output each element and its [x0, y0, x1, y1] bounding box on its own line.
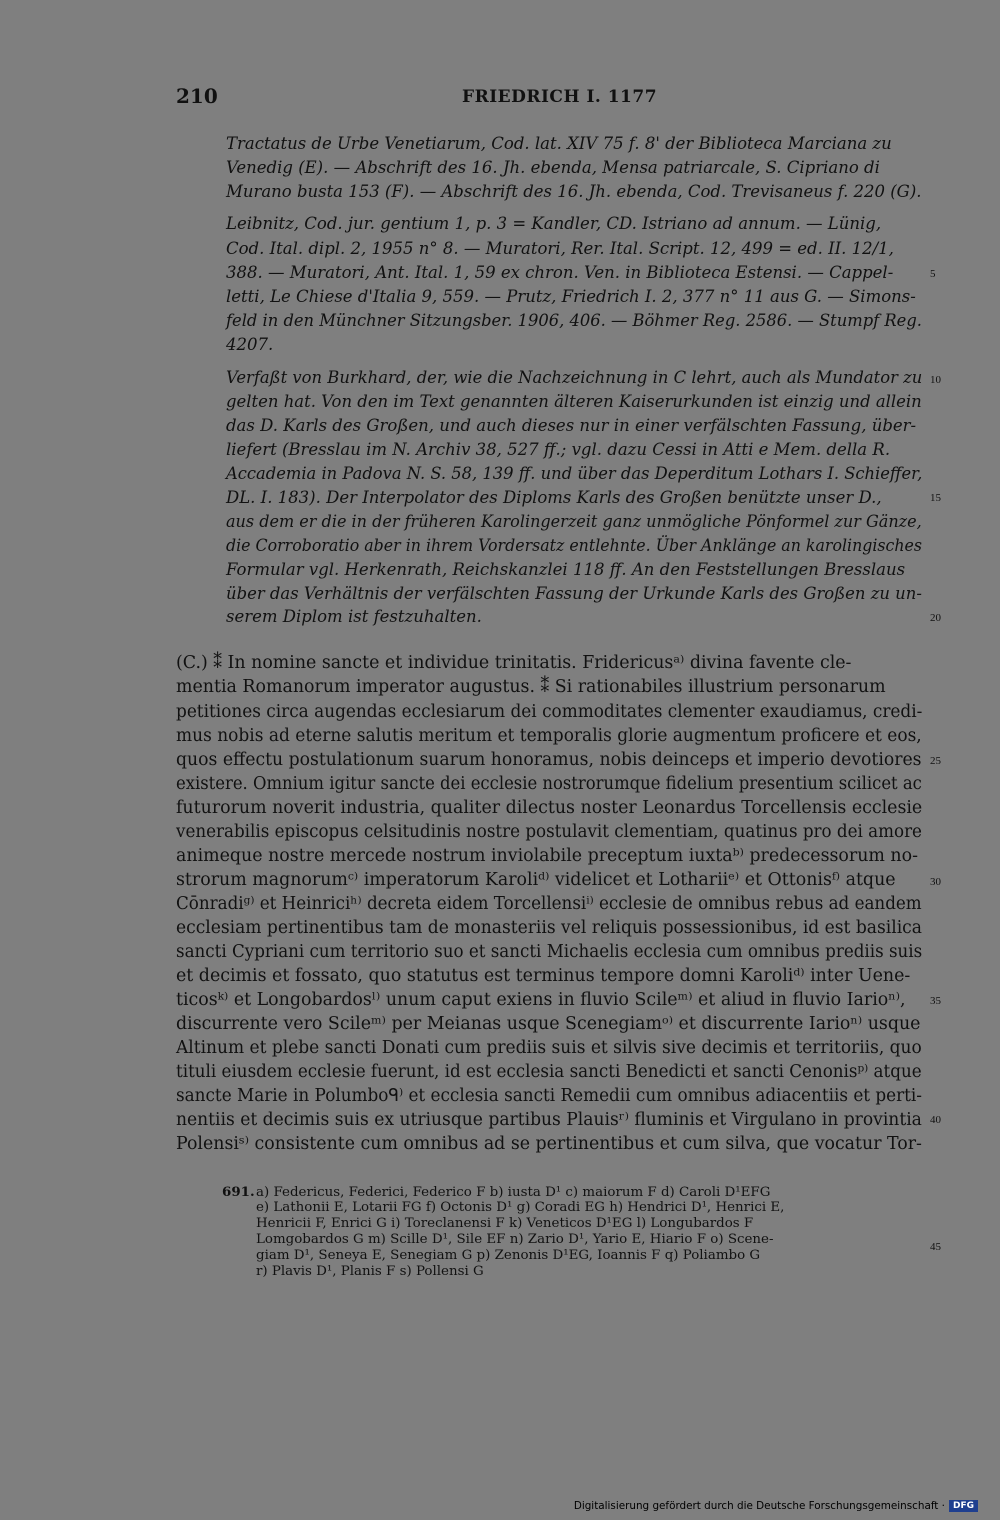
- footnote-line: e) Lathonii E, Lotarii FG f) Octonis D¹ g) Coradi EG h) Hendrici D¹, Henrici E,: [256, 1200, 785, 1215]
- charter-line: Altinum et plebe sancti Donati cum prediis suis et silvis sive decimis et territoriis, quo: [176, 1038, 922, 1058]
- line-number: 25: [930, 755, 941, 767]
- page-number: 210: [176, 84, 218, 108]
- sources-line: Venedig (E). — Abschrift des 16. Jh. ebenda, Mensa patriarcale, S. Cipriano di: [226, 158, 880, 177]
- charter-line: et decimis et fossato, quo statutus est terminus tempore domni Karoliᵈ⁾ inter Uene-: [176, 966, 911, 986]
- charter-line: discurrente vero Scileᵐ⁾ per Meianas usque Scenegiamᵒ⁾ et discurrente Iarioⁿ⁾ usque: [176, 1014, 921, 1034]
- line-number: 35: [930, 995, 941, 1007]
- line-number: 45: [930, 1241, 941, 1253]
- footnote-line: Henricii F, Enrici G i) Toreclanensi F k) Veneticos D¹EG l) Longubardos F: [256, 1216, 754, 1231]
- line-number: 40: [930, 1114, 941, 1126]
- footnote-doc-number: 691.: [222, 1184, 255, 1200]
- editions-line: Leibnitz, Cod. jur. gentium 1, p. 3 = Kandler, CD. Istriano ad annum. — Lünig,: [226, 214, 882, 233]
- charter-line: ecclesiam pertinentibus tam de monasteriis vel reliquis possessionibus, id est basilica: [176, 918, 922, 938]
- line-number: 15: [930, 492, 941, 504]
- footnote-line: giam D¹, Seneya E, Senegiam G p) Zenonis D¹EG, Ioannis F q) Poliambo G: [256, 1248, 761, 1263]
- charter-line: animeque nostre mercede nostrum inviolabile preceptum iuxtaᵇ⁾ predecessorum no-: [176, 846, 918, 866]
- footnote-line: r) Plavis D¹, Planis F s) Pollensi G: [256, 1264, 484, 1279]
- charter-line: mentia Romanorum imperator augustus. ⁑ Si rationabiles illustrium personarum: [176, 677, 886, 697]
- charter-line: sancti Cypriani cum territorio suo et sancti Michaelis ecclesia cum omnibus prediis suis: [176, 942, 923, 962]
- commentary-line: Verfaßt von Burkhard, der, wie die Nachzeichnung in C lehrt, auch als Mundator zu: [226, 368, 923, 387]
- commentary-line: gelten hat. Von den im Text genannten älteren Kaiserurkunden ist einzig und allein: [226, 392, 922, 411]
- editions-line: 388. — Muratori, Ant. Ital. 1, 59 ex chron. Ven. in Biblioteca Estensi. — Cappel-: [226, 263, 894, 282]
- line-number: 30: [930, 876, 941, 888]
- charter-line: strorum magnorumᶜ⁾ imperatorum Karoliᵈ⁾ videlicet et Lothariiᵉ⁾ et Ottonisᶠ⁾ atque: [176, 870, 896, 890]
- charter-line: ticosᵏ⁾ et Longobardosˡ⁾ unum caput exiens in fluvio Scileᵐ⁾ et aliud in fluvio Iarioⁿ⁾,: [176, 990, 906, 1010]
- funding-footer: [574, 1499, 978, 1513]
- dfg-logo: DFG: [949, 1500, 978, 1512]
- charter-line: petitiones circa augendas ecclesiarum dei commoditates clementer exaudiamus, credi-: [176, 702, 923, 722]
- funding-text: Digitalisierung gefördert durch die Deutsche Forschungsgemeinschaft ·: [573, 1500, 945, 1512]
- editions-line: letti, Le Chiese d'Italia 9, 559. — Prutz, Friedrich I. 2, 377 n° 11 aus G. — Simons-: [226, 287, 916, 306]
- running-head: FRIEDRICH I. 1177: [462, 87, 658, 107]
- charter-line: sancte Marie in Polumboᑫ⁾ et ecclesia sancti Remedii cum omnibus adiacentiis et perti-: [176, 1086, 922, 1106]
- sources-line: Murano busta 153 (F). — Abschrift des 16. Jh. ebenda, Cod. Trevisaneus f. 220 (G).: [226, 182, 922, 201]
- charter-line: venerabilis episcopus celsitudinis nostre postulavit clementiam, quatinus pro dei amore: [176, 822, 922, 842]
- commentary-line: aus dem er die in der früheren Karolingerzeit ganz unmögliche Pönformel zur Gänze,: [226, 512, 922, 531]
- line-number: 10: [930, 374, 941, 386]
- commentary-line: die Corroboratio aber in ihrem Vordersatz entlehnte. Über Anklänge an karolingisches: [226, 536, 922, 555]
- commentary-line: Formular vgl. Herkenrath, Reichskanzlei 118 ff. An den Feststellungen Bresslaus: [226, 560, 906, 579]
- charter-line: nentiis et decimis suis ex utriusque partibus Plauisʳ⁾ fluminis et Virgulano in provintia: [176, 1110, 922, 1130]
- editions-line: 4207.: [226, 335, 274, 354]
- footnote-line: Lomgobardos G m) Scille D¹, Sile EF n) Zario D¹, Yario E, Hiario F o) Scene-: [256, 1232, 774, 1247]
- commentary-line: serem Diplom ist festzuhalten.: [226, 607, 482, 626]
- commentary-line: DL. I. 183). Der Interpolator des Diploms Karls des Großen benützte unser D.,: [226, 488, 882, 507]
- charter-line: existere. Omnium igitur sancte dei ecclesie nostrorumque fidelium presentium scilicet ac: [176, 774, 922, 794]
- charter-line: quos effectu postulationum suarum honoramus, nobis deinceps et imperio devotiores: [176, 750, 922, 770]
- charter-line: mus nobis ad eterne salutis meritum et temporalis glorie augmentum proficere et eos,: [176, 726, 922, 746]
- charter-line: tituli eiusdem ecclesie fuerunt, id est ecclesia sancti Benedicti et sancti Cenonisᵖ⁾ atque: [176, 1062, 922, 1082]
- line-number: 5: [930, 268, 936, 280]
- commentary-line: Accademia in Padova N. S. 58, 139 ff. und über das Deperditum Lothars I. Schieffer,: [226, 464, 923, 483]
- charter-line: Polensiˢ⁾ consistente cum omnibus ad se pertinentibus et cum silva, que vocatur Tor-: [176, 1134, 922, 1154]
- charter-line: (C.) ⁑ In nomine sancte et individue trinitatis. Fridericusᵃ⁾ divina favente cle-: [176, 653, 852, 673]
- commentary-line: über das Verhältnis der verfälschten Fassung der Urkunde Karls des Großen zu un-: [226, 584, 922, 603]
- editions-line: feld in den Münchner Sitzungsber. 1906, 406. — Böhmer Reg. 2586. — Stumpf Reg.: [226, 311, 922, 330]
- sources-line: Tractatus de Urbe Venetiarum, Cod. lat. XIV 75 f. 8' der Biblioteca Marciana zu: [226, 134, 892, 153]
- charter-line: futurorum noverit industria, qualiter dilectus noster Leonardus Torcellensis ecclesie: [176, 798, 923, 818]
- line-number: 20: [930, 612, 941, 624]
- editions-line: Cod. Ital. dipl. 2, 1955 n° 8. — Muratori, Rer. Ital. Script. 12, 499 = ed. II. 12/1,: [226, 239, 894, 258]
- commentary-line: das D. Karls des Großen, und auch dieses nur in einer verfälschten Fassung, über-: [226, 416, 917, 435]
- footnote-line: a) Federicus, Federici, Federico F b) iusta D¹ c) maiorum F d) Caroli D¹EFG: [256, 1185, 771, 1200]
- charter-line: Cōnradiᵍ⁾ et Heinriciʰ⁾ decreta eidem Torcellensiⁱ⁾ ecclesie de omnibus rebus ad eandem: [176, 894, 922, 914]
- commentary-line: liefert (Bresslau im N. Archiv 38, 527 ff.; vgl. dazu Cessi in Atti e Mem. della R.: [226, 440, 891, 459]
